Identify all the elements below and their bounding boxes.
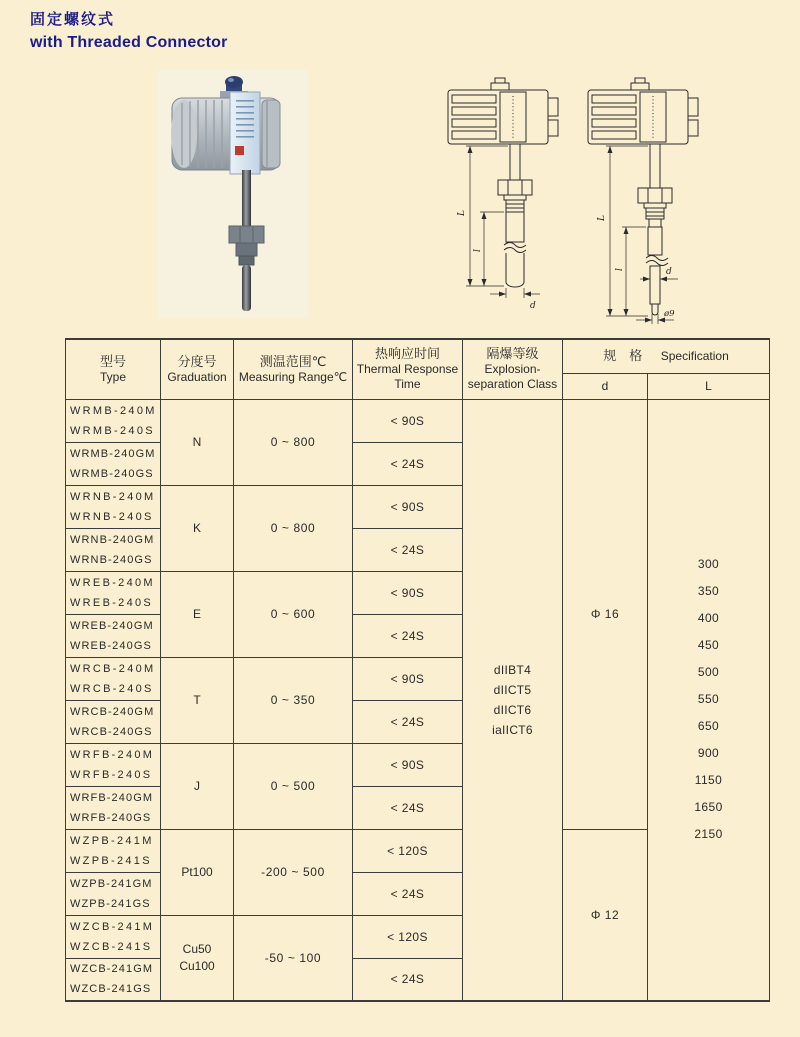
response-cell: < 120S	[353, 829, 463, 872]
length-cell: 300 350 400 450 500 550 650 900 1150 1650 2150	[648, 399, 770, 1001]
graduation-cell: Cu50 Cu100	[161, 915, 234, 1001]
product-photo	[158, 70, 308, 318]
range-cell: 0 ~ 800	[234, 399, 353, 485]
graduation-cell: E	[161, 571, 234, 657]
dim-label-l: l	[615, 268, 625, 271]
diameter-cell: Φ 12	[563, 829, 648, 1001]
response-cell: < 90S	[353, 485, 463, 528]
response-cell: < 24S	[353, 872, 463, 915]
response-cell: < 120S	[353, 915, 463, 958]
col-header-L: L	[648, 373, 770, 399]
response-cell: < 24S	[353, 442, 463, 485]
response-cell: < 90S	[353, 743, 463, 786]
col-header-thermal-response: 热响应时间 Thermal Response Time	[353, 339, 463, 399]
col-header-measuring-range: 测温范围℃ Measuring Range℃	[234, 339, 353, 399]
response-cell: < 24S	[353, 528, 463, 571]
response-cell: < 24S	[353, 958, 463, 1001]
photo-label	[230, 92, 260, 174]
model-cell: WREB-240GM WREB-240GS	[66, 614, 161, 657]
response-cell: < 24S	[353, 614, 463, 657]
range-cell: 0 ~ 600	[234, 571, 353, 657]
dim-label-l: l	[473, 249, 483, 252]
dim-label-d: d	[666, 267, 672, 277]
graduation-cell: Pt100	[161, 829, 234, 915]
col-header-explosion-class: 隔爆等级 Explosion- separation Class	[463, 339, 563, 399]
photo-stem	[242, 170, 251, 226]
model-cell: WRMB-240GM WRMB-240GS	[66, 442, 161, 485]
model-cell: WZPB-241GM WZPB-241GS	[66, 872, 161, 915]
response-cell: < 24S	[353, 786, 463, 829]
dim-label-d: d	[530, 301, 536, 311]
model-cell: WZCB-241M WZCB-241S	[66, 915, 161, 958]
col-header-graduation: 分度号 Graduation	[161, 339, 234, 399]
graduation-cell: T	[161, 657, 234, 743]
model-cell: WRFB-240M WRFB-240S	[66, 743, 161, 786]
specification-table	[65, 338, 770, 1002]
graduation-cell: J	[161, 743, 234, 829]
diameter-cell: Φ 16	[563, 399, 648, 829]
range-cell: -200 ~ 500	[234, 829, 353, 915]
explosion-class-cell: dIIBT4 dIICT5 dIICT6 iaIICT6	[463, 399, 563, 1001]
graduation-cell: K	[161, 485, 234, 571]
model-cell: WZPB-241M WZPB-241S	[66, 829, 161, 872]
model-cell: WRNB-240M WRNB-240S	[66, 485, 161, 528]
model-cell: WRNB-240GM WRNB-240GS	[66, 528, 161, 571]
dim-label-L: L	[597, 215, 607, 221]
dim-label-tip-diameter: ø9	[664, 309, 675, 319]
page-title	[30, 8, 228, 52]
model-cell: WRFB-240GM WRFB-240GS	[66, 786, 161, 829]
model-cell: WREB-240M WREB-240S	[66, 571, 161, 614]
col-header-type: 型号 Type	[66, 339, 161, 399]
range-cell: 0 ~ 800	[234, 485, 353, 571]
model-cell: WZCB-241GM WZCB-241GS	[66, 958, 161, 1001]
response-cell: < 90S	[353, 571, 463, 614]
range-cell: 0 ~ 350	[234, 657, 353, 743]
page-title-en: with Threaded Connector	[30, 34, 228, 51]
dimension-drawing-2-image	[578, 76, 748, 326]
response-cell: < 90S	[353, 657, 463, 700]
response-cell: < 24S	[353, 700, 463, 743]
col-header-d: d	[563, 373, 648, 399]
table-row	[66, 399, 770, 442]
photo-hex-nut	[229, 226, 264, 243]
photo-logo-mark	[235, 146, 244, 155]
model-cell: WRMB-240M WRMB-240S	[66, 399, 161, 442]
product-photo-image	[158, 70, 308, 318]
graduation-cell: N	[161, 399, 234, 485]
range-cell: 0 ~ 500	[234, 743, 353, 829]
model-cell: WRCB-240M WRCB-240S	[66, 657, 161, 700]
col-header-specification: 规 格 Specification	[563, 339, 770, 373]
model-cell: WRCB-240GM WRCB-240GS	[66, 700, 161, 743]
page-title-cn: 固定螺纹式	[30, 11, 116, 28]
photo-probe	[242, 265, 251, 311]
dimension-drawing-2	[578, 76, 748, 326]
dim-label-L: L	[457, 210, 467, 216]
response-cell: < 90S	[353, 399, 463, 442]
range-cell: -50 ~ 100	[234, 915, 353, 1001]
